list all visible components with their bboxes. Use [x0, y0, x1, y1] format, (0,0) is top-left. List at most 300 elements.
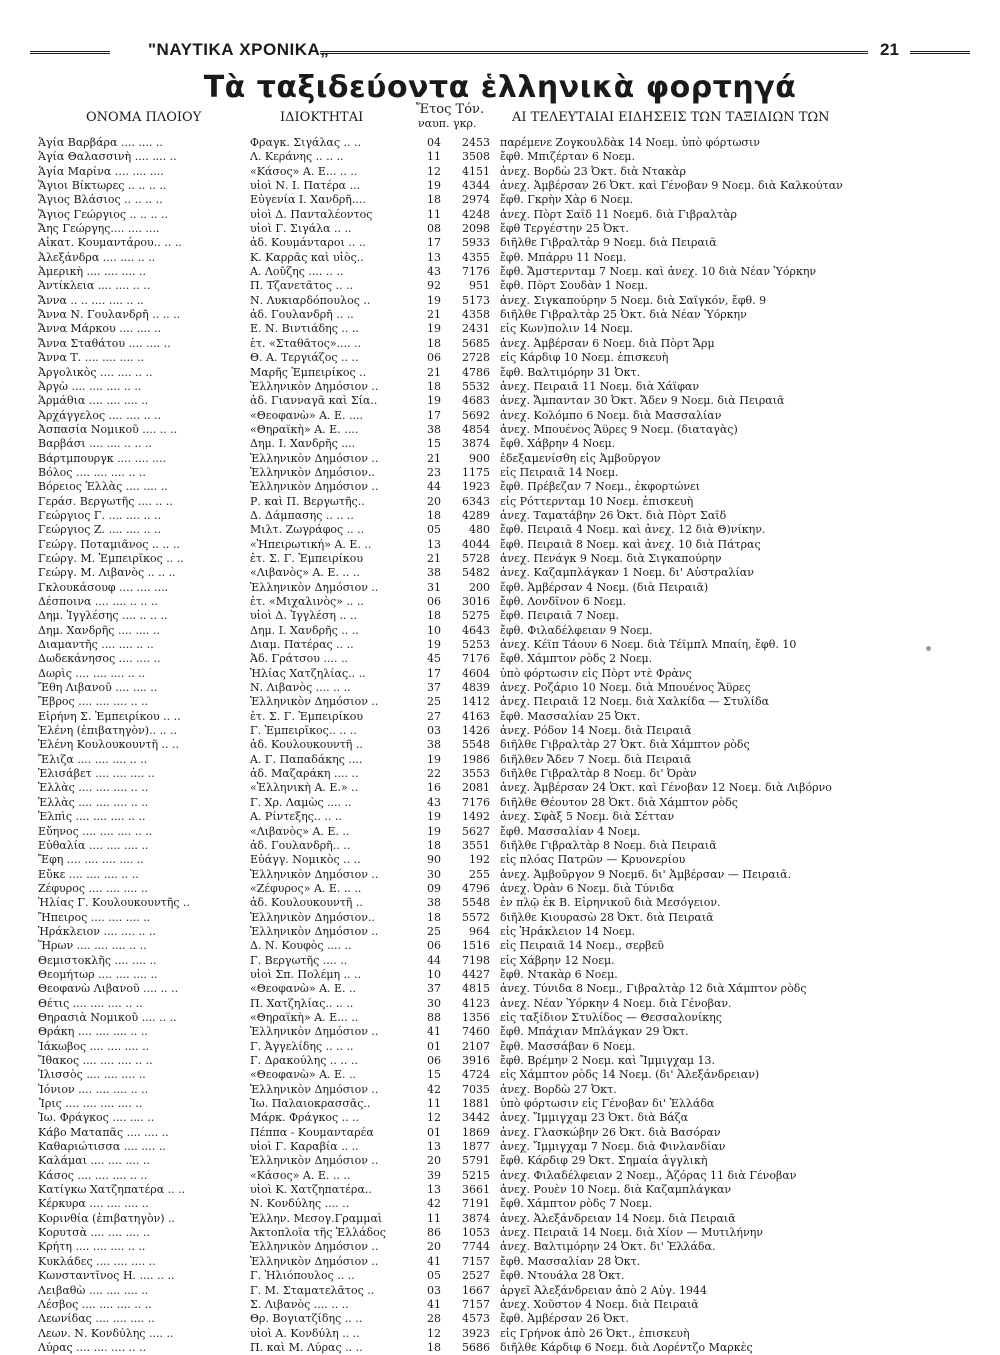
owner-cell: υἱοὶ Δ. Πανταλέοντος — [250, 207, 373, 221]
tonnage-cell: 5728 — [462, 551, 490, 565]
owner-cell: «Κάσος» Α. Ε. .. .. — [250, 1168, 351, 1182]
build-year-cell: 09 — [427, 881, 441, 895]
table-row — [38, 968, 938, 982]
voyage-news-cell: ἀργεῖ Ἀλεξάνδρειαν ἀπὸ 2 Αὐγ. 1944 — [500, 1283, 707, 1297]
build-year-cell: 42 — [427, 1197, 441, 1211]
table-row — [38, 1327, 938, 1341]
voyage-news-cell: ἔφθ. Κάρδιφ 29 Ὀκτ. Σημαία ἀγγλικὴ — [500, 1154, 708, 1168]
voyage-news-cell: ἔφθ Τεργέστην 25 Ὀκτ. — [500, 222, 629, 236]
table-row — [38, 351, 938, 365]
owner-cell: Ἑλληνικὸν Δημόσιον .. — [250, 1154, 379, 1168]
build-year-cell: 19 — [427, 179, 441, 193]
table-row — [38, 452, 938, 466]
tonnage-cell: 480 — [469, 523, 490, 537]
owner-cell: Δημ. Ι. Χανδρῆς .... — [250, 437, 356, 451]
tonnage-cell: 900 — [469, 451, 490, 465]
ship-name-cell: Ἑλλὰς .... .... .... .. .. — [38, 781, 149, 795]
tonnage-cell: 4815 — [462, 982, 490, 996]
tonnage-cell: 4344 — [462, 179, 490, 193]
tonnage-cell: 5627 — [462, 824, 490, 838]
tonnage-cell: 5482 — [462, 566, 490, 580]
table-row — [38, 251, 938, 265]
owner-cell: ἀδ. Κουμάνταροι .. .. — [250, 236, 366, 250]
tonnage-cell: 5173 — [462, 293, 490, 307]
table-row — [38, 1040, 938, 1054]
build-year-cell: 13 — [427, 1140, 441, 1154]
ship-name-cell: Κάβο Ματαπᾶς .... .... .. — [38, 1125, 169, 1139]
ship-name-cell: Δέσποινα .... .... .. .. .. — [38, 595, 158, 608]
page-number: 21 — [880, 40, 899, 59]
voyage-news-cell: ἀνεχ. Βορδὼ 23 Ὀκτ. διὰ Ντακὰρ — [500, 164, 686, 178]
build-year-cell: 08 — [427, 222, 441, 236]
tonnage-cell: 4839 — [462, 681, 490, 695]
ship-name-cell: Κέρκυρα .... .... .... .. — [38, 1197, 149, 1211]
owner-cell: υἱοὶ Κ. Χατζηπατέρα.. — [250, 1183, 372, 1197]
build-year-cell: 18 — [427, 193, 441, 207]
tonnage-cell: 255 — [469, 867, 490, 881]
table-row — [38, 595, 938, 609]
voyage-news-cell: διῆλθε Γιβραλτὰρ 8 Νοεμ. δι' Ὀρὰν — [500, 767, 697, 781]
owner-cell: ἀδ. Κουλουκουντῆ .. — [250, 738, 363, 752]
owner-cell: Εὐγενία Ι. Χανδρῆ.... — [250, 193, 366, 207]
ship-name-cell: Λειβαθὼ .... .... .... .. — [38, 1283, 149, 1297]
page-title: Τὰ ταξιδεύοντα ἑλληνικὰ φορτηγά — [203, 70, 797, 105]
ship-name-cell: Θεμιστοκλῆς .... .... .. — [38, 953, 157, 967]
owner-cell: Μαρῆς Ἐμπειρίκος .. — [250, 365, 367, 379]
table-row — [38, 1269, 938, 1283]
tonnage-cell: 1881 — [462, 1097, 490, 1111]
voyage-news-cell: ἀνεχ. Ροζάριο 10 Νοεμ. διὰ Μπουένος Ἄϋρες — [500, 681, 751, 695]
table-row — [38, 322, 938, 336]
tonnage-cell: 3442 — [462, 1111, 490, 1125]
table-row — [38, 667, 938, 681]
owner-cell: Μιλτ. Ζωγράφος .. .. — [250, 523, 365, 537]
tonnage-cell: 1877 — [462, 1140, 490, 1154]
owner-cell: Γ. Μ. Σταματελᾶτος .. — [250, 1283, 375, 1297]
table-row — [38, 609, 938, 623]
voyage-news-cell: ἀνεχ. Μπουένος Ἄϋρες 9 Νοεμ. (διαταγὰς) — [500, 422, 738, 436]
table-row — [38, 136, 938, 150]
running-header — [30, 40, 970, 64]
table-row — [38, 150, 938, 164]
owner-cell: Ἑλληνικὸν Δημόσιον .. — [250, 924, 379, 938]
voyage-news-cell: ἀνεχ. Ρόδον 14 Νοεμ. διὰ Πειραιᾶ — [500, 724, 692, 738]
owner-cell: Γ. Ἡλιόπουλος .. .. — [250, 1269, 355, 1283]
owner-cell: Δημ. Ι. Χανδρῆς .. .. — [250, 623, 359, 637]
ship-name-cell: Ἡράκλειον .... .... .. .. — [38, 924, 156, 938]
build-year-cell: 38 — [427, 566, 441, 580]
voyage-news-cell: ἀνεχ. Γλασκώβην 26 Ὀκτ. διὰ Βασόραν — [500, 1125, 721, 1139]
owner-cell: Ἠλίας Χατζηλίας.. .. — [250, 666, 366, 680]
build-year-cell: 28 — [427, 1312, 441, 1326]
build-year-cell: 04 — [427, 136, 441, 149]
table-row — [38, 437, 938, 451]
build-year-cell: 92 — [427, 279, 441, 293]
owner-cell: υἱοὶ Γ. Σιγάλα .. .. — [250, 222, 352, 236]
voyage-news-cell: ὑπὸ φόρτωσιν εἰς Πὸρτ ντὲ Φρὰνς — [500, 666, 692, 680]
tonnage-cell: 7460 — [462, 1025, 490, 1039]
build-year-cell: 06 — [427, 351, 441, 365]
voyage-news-cell: ἔφθ. Χάμπτον ρὸδς 7 Νοεμ. — [500, 1197, 653, 1211]
owner-cell: Ν. Κονδύλης .... .. — [250, 1197, 350, 1211]
tonnage-cell: 7744 — [462, 1240, 490, 1254]
build-year-cell: 18 — [427, 508, 441, 522]
owner-cell: Λ. Κεράνης .. .. .. — [250, 150, 344, 164]
owner-cell: Ἑλληνικὸν Δημόσιον .. — [250, 1254, 379, 1268]
voyage-news-cell: ἀνεχ. Βαλτιμόρην 24 Ὀκτ. δι' Ἑλλάδα. — [500, 1240, 716, 1254]
voyage-news-cell: παρέμενε Ζογκουλδὰκ 14 Νοεμ. ὑπὸ φόρτωσιν — [500, 136, 760, 149]
build-year-cell: 18 — [427, 838, 441, 852]
ship-name-cell: Ἅγιος Βλάσιος .. .. .. .. — [38, 193, 163, 207]
voyage-news-cell: ἔφθ. Πειραιᾶ 7 Νοεμ. — [500, 609, 620, 623]
voyage-news-cell: ἀνεχ. Πειραιᾶ 14 Νοεμ. διὰ Χίον — Μυτιλήνην — [500, 1226, 763, 1240]
build-year-cell: 03 — [427, 1283, 441, 1297]
header-rule-right — [910, 51, 970, 54]
build-year-cell: 20 — [427, 1240, 441, 1254]
table-row — [38, 466, 938, 480]
owner-cell: ἀδ. Γουλανδρῆ.. .. — [250, 838, 351, 852]
tonnage-cell: 3874 — [462, 1211, 490, 1225]
ship-name-cell: Ἰόνιον .... .... .... .. .. — [38, 1082, 149, 1096]
build-year-cell: 19 — [427, 322, 441, 336]
voyage-news-cell: ἀνεχ. Καζαμπλάγκαν 1 Νοεμ. δι' Αὐστραλίαν — [500, 566, 754, 580]
table-row — [38, 1083, 938, 1097]
build-year-cell: 22 — [427, 767, 441, 781]
column-header-owner: ΙΔΙΟΚΤΗΤΑΙ — [280, 110, 364, 125]
tonnage-cell: 2431 — [462, 322, 490, 336]
tonnage-cell: 5791 — [462, 1154, 490, 1168]
tonnage-cell: 1356 — [462, 1010, 490, 1024]
tonnage-cell: 3551 — [462, 838, 490, 852]
build-year-cell: 86 — [427, 1226, 441, 1240]
tonnage-cell: 4358 — [462, 308, 490, 322]
voyage-news-cell: ἔφθ. Πειραιᾶ 4 Νοεμ. καὶ ἀνεχ. 12 διὰ Θ)νίκην. — [500, 523, 766, 537]
ship-name-cell: Καλάμαι .... .... .... .. — [38, 1154, 150, 1168]
voyage-news-cell: ἔφθ. Λονδῖνον 6 Νοεμ. — [500, 595, 626, 608]
table-row — [38, 495, 938, 509]
magazine-title: "ΝΑΥΤΙΚΑ ΧΡΟΝΙΚΑ„ — [148, 40, 330, 59]
ship-name-cell: Ἀντίκλεια .... .... .. .. — [38, 279, 151, 293]
voyage-news-cell: ἀνεχ. Τύνιδα 8 Νοεμ., Γιβραλτὰρ 12 διὰ Χάμπτον ρὸδς — [500, 982, 807, 996]
owner-cell: «Θεοφανὼ» Α. Ε. .. — [250, 982, 357, 996]
owner-cell: «Θηραϊκὴ» Α. Ε. .... — [250, 422, 359, 436]
ship-name-cell: Δωρὶς .... .... .... .. .. — [38, 666, 146, 680]
build-year-cell: 05 — [427, 523, 441, 537]
build-year-cell: 11 — [427, 150, 441, 164]
ship-name-cell: Βόλος .... .... .... .. .. — [38, 465, 146, 479]
tonnage-cell: 4604 — [462, 666, 490, 680]
owner-cell: Δ. Ν. Κουφὸς .... .. — [250, 939, 352, 953]
table-row — [38, 781, 938, 795]
voyage-news-cell: εἰς Κάρδιφ 10 Νοεμ. ἐπισκευὴ — [500, 351, 669, 365]
table-row — [38, 624, 938, 638]
ship-name-cell: Διαμαντῆς .... .... .. .. — [38, 638, 154, 652]
build-year-cell: 13 — [427, 537, 441, 551]
build-year-cell: 11 — [427, 207, 441, 221]
voyage-news-cell: διῆλθε Κάρδιφ 6 Νοεμ. διὰ Λορέντζο Μαρκὲς — [500, 1340, 753, 1354]
table-row — [38, 1154, 938, 1168]
table-row — [38, 652, 938, 666]
ship-name-cell: Ἔφη .... .... .... .... .. — [38, 853, 144, 867]
build-year-cell: 12 — [427, 1326, 441, 1340]
owner-cell: «Λιβανὸς» Α. Ε. .. — [250, 824, 350, 838]
table-row — [38, 1197, 938, 1211]
build-year-cell: 21 — [427, 365, 441, 379]
ship-name-cell: Θέτις .... .... .... .. .. — [38, 996, 143, 1010]
table-row — [38, 825, 938, 839]
voyage-news-cell: εἰς Πειραιᾶ 14 Νοεμ., σερβεῦ — [500, 939, 664, 953]
owner-cell: «Ζέφυρος» Α. Ε. .. .. — [250, 881, 362, 895]
owner-cell: Π. καὶ Μ. Λύρας .. .. — [250, 1340, 363, 1354]
ship-name-cell: Γεώργ. Ποταμιᾶνος .. .. .. — [38, 537, 180, 551]
voyage-news-cell: ἔφθ. Γκρὴν Χὰρ 6 Νοεμ. — [500, 193, 634, 207]
ship-name-cell: Βόρειος Ἑλλὰς .... .... .. — [38, 480, 168, 494]
owner-cell: ἑτ. «Σταθᾶτος».... .. — [250, 336, 362, 350]
owner-cell: Σ. Λιβανὸς .... .. .. — [250, 1297, 349, 1311]
table-row — [38, 997, 938, 1011]
tonnage-cell: 5548 — [462, 896, 490, 910]
owner-cell: Ἑλληνικὸν Δημόσιον .. — [250, 580, 379, 594]
table-row — [38, 1240, 938, 1254]
table-row — [38, 695, 938, 709]
build-year-cell: 03 — [427, 724, 441, 738]
build-year-cell: 25 — [427, 924, 441, 938]
voyage-news-cell: ἀνεχ. Βορδὼ 27 Ὀκτ. — [500, 1082, 617, 1096]
build-year-cell: 37 — [427, 681, 441, 695]
ship-name-cell: Κυκλάδες .... .... .... .. — [38, 1254, 156, 1268]
tonnage-cell: 1426 — [462, 724, 490, 738]
owner-cell: Ν. Λυκιαρδόπουλος .. — [250, 293, 371, 307]
owner-cell: Ἑλληνικὸν Δημόσιον .. — [250, 867, 379, 881]
tonnage-cell: 1492 — [462, 810, 490, 824]
owner-cell: Ν. Λιβανὸς .... .. .. — [250, 681, 351, 695]
table-row — [38, 566, 938, 580]
owner-cell: Φραγκ. Σιγάλας .. .. — [250, 136, 361, 149]
build-year-cell: 11 — [427, 1211, 441, 1225]
voyage-news-cell: ἔφθ. Μπάρρυ 11 Νοεμ. — [500, 250, 627, 264]
voyage-news-cell: ἔφθ. Μασσάβαν 6 Νοεμ. — [500, 1039, 636, 1053]
voyage-news-cell: ἀνεχ. Πειραιᾶ 12 Νοεμ. διὰ Χαλκίδα — Στυλίδα — [500, 695, 770, 709]
ship-name-cell: Αἰκατ. Κουμαντάρου.. .. .. — [38, 236, 182, 250]
ship-name-cell: Ἀργὼ .... .... .... .. .. — [38, 379, 142, 393]
tonnage-cell: 7176 — [462, 265, 490, 279]
ship-name-cell: Ἀργολικὸς .... .... .. .. — [38, 365, 153, 379]
voyage-news-cell: ἔφθ. Πρέβεζαν 7 Νοεμ., ἐκφορτώνει — [500, 480, 701, 494]
table-row — [38, 710, 938, 724]
build-year-cell: 19 — [427, 293, 441, 307]
build-year-cell: 19 — [427, 824, 441, 838]
owner-cell: υἱοὶ Α. Κονδύλη .. .. — [250, 1326, 360, 1340]
build-year-cell: 44 — [427, 953, 441, 967]
owner-cell: Γ. Ἀγγελίδης .. .. .. — [250, 1039, 354, 1053]
build-year-cell: 12 — [427, 164, 441, 178]
build-year-cell: 45 — [427, 652, 441, 666]
ship-name-cell: Λύρας .... .... .... .. .. — [38, 1340, 147, 1354]
voyage-news-cell: ἀνεχ. Ἀμβέρσαν 6 Νοεμ. διὰ Πὸρτ Ἄρμ — [500, 336, 715, 350]
tonnage-cell: 4786 — [462, 365, 490, 379]
build-year-cell: 41 — [427, 1025, 441, 1039]
tonnage-cell: 5685 — [462, 336, 490, 350]
owner-cell: ἀδ. Γουλανδρῆ .. .. — [250, 308, 354, 322]
table-row — [38, 868, 938, 882]
ship-name-cell: Δωδεκάνησος .... .... .. — [38, 652, 161, 666]
tonnage-cell: 4796 — [462, 881, 490, 895]
ships-table — [38, 136, 938, 1355]
table-row — [38, 394, 938, 408]
voyage-news-cell: ἔφθ. Ἀμβέρσαν 4 Νοεμ. (διὰ Πειραιᾶ) — [500, 580, 709, 594]
build-year-cell: 13 — [427, 1183, 441, 1197]
build-year-cell: 18 — [427, 336, 441, 350]
build-year-cell: 43 — [427, 265, 441, 279]
owner-cell: υἱοὶ Σπ. Πολέμη .. .. — [250, 967, 362, 981]
header-rule-left — [30, 51, 110, 54]
ship-name-cell: Θηρασιὰ Νομικοῦ .... .. .. — [38, 1010, 177, 1024]
ship-name-cell: Κορυτσὰ .... .... .... .. — [38, 1226, 150, 1240]
ship-name-cell: Ἄννα .. .. .... .... .. .. — [38, 293, 144, 307]
ship-name-cell: Εὔκε .... .... .... .. .. — [38, 867, 139, 881]
table-row — [38, 1068, 938, 1082]
voyage-news-cell: ἔφθ. Χάβρην 4 Νοεμ. — [500, 437, 616, 451]
ship-name-cell: Γεώργιος Γ. .... .... .. .. — [38, 508, 162, 522]
owner-cell: Γ. Χρ. Λαμὼς .... .. — [250, 795, 352, 809]
ship-name-cell: Γεώργ. Μ. Ἐμπειρῖκος .. .. — [38, 551, 184, 565]
tonnage-cell: 5275 — [462, 609, 490, 623]
owner-cell: Πέππα - Κουμανταρέα — [250, 1125, 374, 1139]
owner-cell: Α. Λοῦζης .... .. .. — [250, 265, 344, 279]
ship-name-cell: Θράκη .... .... .... .. .. — [38, 1025, 148, 1039]
owner-cell: Ἑλληνικὸν Δημόσιον .. — [250, 451, 379, 465]
tonnage-cell: 3016 — [462, 595, 490, 608]
table-row — [38, 810, 938, 824]
tonnage-cell: 4123 — [462, 996, 490, 1010]
voyage-news-cell: ἀνεχ. Ἴμμιγχαμ 7 Νοεμ. διὰ Φινλανδίαν — [500, 1140, 726, 1154]
ship-name-cell: Ἰάκωβος .... .... .... .. — [38, 1039, 150, 1053]
table-row — [38, 681, 938, 695]
ship-name-cell: Εἰρήνη Σ. Ἐμπειρίκου .. .. — [38, 709, 181, 723]
ship-name-cell: Θεομήτωρ .... .... .... .. — [38, 967, 158, 981]
build-year-cell: 18 — [427, 609, 441, 623]
ship-name-cell: Ἄννα Σταθάτου .... .... .. — [38, 336, 171, 350]
owner-cell: «Ἠπειρωτική» Α. Ε. .. — [250, 537, 372, 551]
owner-cell: ἀδ. Μαζαράκη .... .. — [250, 767, 359, 781]
build-year-cell: 06 — [427, 1054, 441, 1067]
owner-cell: Π. Χατζηλίας.. .. .. — [250, 996, 354, 1010]
owner-cell: Γ. Δρακούλης .. .. .. — [250, 1054, 358, 1067]
tonnage-cell: 1667 — [462, 1283, 490, 1297]
table-row — [38, 1111, 938, 1125]
owner-cell: ἑτ. Σ. Γ. Ἐμπειρίκου — [250, 551, 364, 565]
table-row — [38, 911, 938, 925]
tonnage-cell: 1516 — [462, 939, 490, 953]
voyage-news-cell: ἀνεχ. Ἀμβοῦργον 9 Νοεμ6. δι' Ἀμβέρσαν — Πειραιᾶ. — [500, 867, 792, 881]
build-year-cell: 90 — [427, 853, 441, 867]
ship-name-cell: Κορινθία (ἐπιβατηγὸν) .. — [38, 1211, 176, 1225]
owner-cell: Ἑλληνικὸν Δημόσιον .. — [250, 695, 379, 709]
table-row — [38, 480, 938, 494]
tonnage-cell: 3923 — [462, 1326, 490, 1340]
owner-cell: Εὐάγγ. Νομικὸς .. .. — [250, 853, 361, 867]
build-year-cell: 18 — [427, 910, 441, 924]
build-year-cell: 38 — [427, 738, 441, 752]
ship-name-cell: Ἐλπὶς .... .... .... .. .. — [38, 810, 146, 824]
ship-name-cell: Ἀρχάγγελος .... .... .. .. — [38, 408, 162, 422]
table-row — [38, 294, 938, 308]
build-year-cell: 17 — [427, 666, 441, 680]
tonnage-cell: 7157 — [462, 1254, 490, 1268]
build-year-cell: 38 — [427, 896, 441, 910]
voyage-news-cell: ἀνεχ. Ταματάβην 26 Ὀκτ. διὰ Πὸρτ Σαῒδ — [500, 508, 727, 522]
voyage-news-cell: εἰς Χάμπτον ρὸδς 14 Νοεμ. (δι' Ἀλεξάνδρειαν) — [500, 1068, 760, 1082]
voyage-news-cell: εἰς ταξίδιον Στυλίδος — Θεσσαλονίκης — [500, 1010, 722, 1024]
voyage-news-cell: ἔφθ. Πὸρτ Σουδὰν 1 Νοεμ. — [500, 279, 648, 293]
owner-cell: Ε. Ν. Βιντιάδης .. .. — [250, 322, 359, 336]
table-row — [38, 796, 938, 810]
table-row — [38, 1140, 938, 1154]
owner-cell: Ἑλληνικὸν Δημόσιον.. — [250, 465, 375, 479]
build-year-cell: 38 — [427, 422, 441, 436]
table-row — [38, 839, 938, 853]
tonnage-cell: 7176 — [462, 652, 490, 666]
table-row — [38, 638, 938, 652]
table-row — [38, 1011, 938, 1025]
tonnage-cell: 1053 — [462, 1226, 490, 1240]
owner-cell: Α. Γ. Παπαδάκης .... — [250, 752, 363, 766]
owner-cell: Ρ. καὶ Π. Βεργωτῆς.. — [250, 494, 365, 508]
ship-name-cell: Ἁγία Μαρίνα .... .... .... — [38, 164, 164, 178]
owner-cell: ἀδ. Κουλουκουντῆ .. — [250, 896, 363, 910]
tonnage-cell: 5548 — [462, 738, 490, 752]
owner-cell: Ἑλληνικὸν Δημόσιον .. — [250, 1240, 379, 1254]
build-year-cell: 25 — [427, 695, 441, 709]
voyage-news-cell: ἔφθ. Μπιζέρταν 6 Νοεμ. — [500, 150, 635, 164]
voyage-news-cell: διῆλθε Γιβραλτὰρ 9 Νοεμ. διὰ Πειραιᾶ — [500, 236, 717, 250]
voyage-news-cell: ἀνεχ. Κέϊπ Τάουν 6 Νοεμ. διὰ Τέϊμπλ Μπαίη, ἔφθ. 10 — [500, 638, 797, 652]
build-year-cell: 19 — [427, 752, 441, 766]
ship-name-cell: Ἀλεξάνδρα .... .... .. .. — [38, 250, 156, 264]
voyage-news-cell: ἔφθ. Ἀμβέρσαν 26 Ὀκτ. — [500, 1312, 629, 1326]
tonnage-cell: 4289 — [462, 508, 490, 522]
owner-cell: Γ. Βεργωτῆς .... .. — [250, 953, 348, 967]
header-rule-middle — [320, 51, 868, 54]
voyage-news-cell: ἔφθ. Μπάχιαν Μπλάγκαν 29 Ὀκτ. — [500, 1025, 689, 1039]
ship-name-cell: Λέσβος .... .... .... .. .. — [38, 1297, 152, 1311]
tonnage-cell: 4427 — [462, 967, 490, 981]
tonnage-cell: 4643 — [462, 623, 490, 637]
build-year-cell: 44 — [427, 480, 441, 494]
table-row — [38, 882, 938, 896]
voyage-news-cell: εἰς Χάβρην 12 Νοεμ. — [500, 953, 615, 967]
voyage-news-cell: ἀνεχ. Σφὰξ 5 Νοεμ. διὰ Σέτταν — [500, 810, 675, 824]
tonnage-cell: 2527 — [462, 1269, 490, 1283]
owner-cell: Ἑλληνικὸν Δημόσιον .. — [250, 1082, 379, 1096]
build-year-cell: 15 — [427, 437, 441, 451]
voyage-news-cell: ἀνεχ. Ἀλεξάνδρειαν 14 Νοεμ. διὰ Πειραιᾶ — [500, 1211, 736, 1225]
column-header-year-ton: Ἔτος Τόν. — [416, 102, 485, 117]
owner-cell: «Λιβανὸς» Α. Ε. .. .. — [250, 566, 360, 580]
voyage-news-cell: ἀνεχ. Πειραιᾶ 11 Νοεμ. διὰ Χάϊφαν — [500, 379, 700, 393]
table-row — [38, 523, 938, 537]
owner-cell: Γ. Ἐμπειρῖκος.. .. .. — [250, 724, 357, 738]
column-header-name: ΟΝΟΜΑ ΠΛΟΙΟΥ — [86, 110, 202, 125]
tonnage-cell: 951 — [469, 279, 490, 293]
ship-name-cell: Ἑλένη Κουλουκουντῆ .. .. — [38, 738, 180, 752]
owner-cell: Ἑλληνικὸν Δημόσιον .. — [250, 480, 379, 494]
voyage-news-cell: ἔφθ. Φιλαδέλφειαν 9 Νοεμ. — [500, 623, 653, 637]
build-year-cell: 12 — [427, 1111, 441, 1125]
ship-name-cell: Ἀμερικὴ .... .... .... .. — [38, 265, 146, 279]
ship-name-cell: Ἁγία Βαρβάρα .... .... .. — [38, 136, 163, 149]
build-year-cell: 18 — [427, 379, 441, 393]
